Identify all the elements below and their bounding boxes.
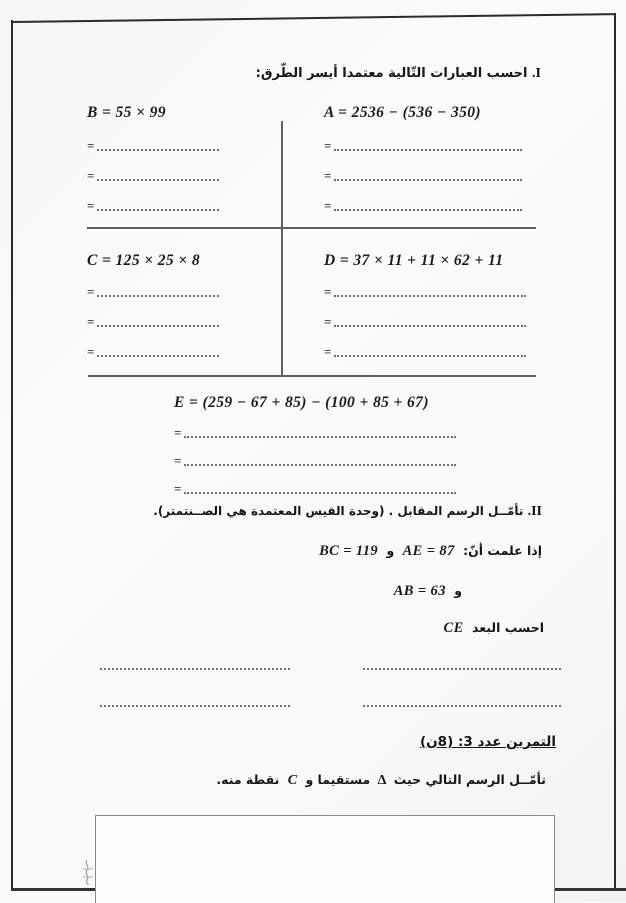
page-border-right <box>614 13 616 890</box>
expression-block-a <box>324 104 522 211</box>
grid-divider-vertical <box>281 121 283 377</box>
answer-line <box>87 168 219 181</box>
exercise1-numeral: I. <box>532 66 541 81</box>
dotted-answer-line <box>363 668 561 670</box>
dotted-answer-line <box>97 200 219 211</box>
page-border-left <box>11 20 13 890</box>
answer-line <box>324 344 526 357</box>
expression-c: C = 125 × 25 × 8 <box>87 252 200 269</box>
answer-line <box>87 314 219 327</box>
exercise2-numeral: II. <box>527 504 542 519</box>
answer-line <box>87 138 219 151</box>
expression-a: A = 2536 − (536 − 350) <box>324 104 481 121</box>
answer-line <box>324 168 522 181</box>
answer-line <box>87 344 219 357</box>
exercise1-heading-text: احسب العبارات التّالية معتمدا أيسر الطّرق: <box>255 66 528 81</box>
exercise2-intro <box>153 504 542 520</box>
point-c-symbol: C <box>287 773 298 788</box>
expression-e: E = (259 − 67 + 85) − (100 + 85 + 67) <box>174 394 429 411</box>
dotted-answer-line <box>100 705 290 707</box>
equals-sign: = <box>174 453 182 468</box>
measure-ae: AE = 87 <box>402 543 455 559</box>
dotted-answer-line <box>97 140 219 151</box>
dotted-answer-line <box>334 140 522 151</box>
conjunction-and: و <box>386 543 395 558</box>
answer-line <box>324 314 526 327</box>
exercise1-heading <box>256 66 541 82</box>
equals-sign: = <box>174 481 182 496</box>
equals-sign: = <box>324 168 332 183</box>
answer-line <box>324 138 522 151</box>
answer-line <box>324 284 526 297</box>
dotted-answer-line <box>97 170 219 181</box>
exercise3-title: التمرين عدد 3: (8ن) <box>419 734 556 750</box>
exercise3-body-lead: تأمّــل الرسم التالي حيث <box>393 772 546 787</box>
expression-b: B = 55 × 99 <box>87 104 166 121</box>
answer-line <box>324 198 522 211</box>
dotted-answer-line <box>334 200 522 211</box>
expression-d: D = 37 × 11 + 11 × 62 + 11 <box>324 252 504 269</box>
delta-line-symbol: Δ <box>377 773 387 788</box>
answer-line <box>87 284 219 297</box>
equals-sign: = <box>174 425 182 440</box>
dotted-answer-line <box>97 286 219 297</box>
measure-ab: AB = 63 <box>393 583 446 599</box>
equals-sign: = <box>324 198 332 213</box>
answer-line <box>87 198 219 211</box>
dotted-answer-line <box>184 455 456 466</box>
equals-sign: = <box>87 198 95 213</box>
segment-ce: CE <box>443 620 464 636</box>
exercise2-intro-text: تأمّــل الرسم المقابل . (وحدة القيس المعتمدة هي الصــنتمتر). <box>153 504 524 518</box>
exercise2-given-line-2 <box>390 583 462 600</box>
dotted-answer-line <box>334 346 526 357</box>
grid-divider-horizontal-1 <box>87 227 536 229</box>
equals-sign: = <box>87 168 95 183</box>
equals-sign: = <box>87 344 95 359</box>
dotted-answer-line <box>334 170 522 181</box>
conjunction-and: و <box>454 583 462 598</box>
exercise2-task-line <box>440 620 544 637</box>
exercise3-body <box>216 772 546 789</box>
expression-block-e <box>174 394 456 494</box>
answer-line <box>174 453 456 466</box>
dotted-answer-line <box>100 668 290 670</box>
equals-sign: = <box>87 284 95 299</box>
dotted-answer-line <box>363 705 561 707</box>
dotted-answer-line <box>184 427 456 438</box>
expression-block-b <box>87 104 219 211</box>
equals-sign: = <box>324 344 332 359</box>
drawing-box <box>95 815 555 903</box>
page-border-top <box>12 13 616 23</box>
equals-sign: = <box>87 314 95 329</box>
equals-sign: = <box>87 138 95 153</box>
given-label: إذا علمت أنّ: <box>463 543 542 558</box>
answer-line <box>174 481 456 494</box>
dotted-answer-line <box>334 286 526 297</box>
exercise3-body-mid: مستقيما و <box>305 772 371 787</box>
grid-divider-horizontal-2 <box>88 375 536 377</box>
expression-block-c <box>87 252 219 357</box>
equals-sign: = <box>324 284 332 299</box>
equals-sign: = <box>324 138 332 153</box>
equals-sign: = <box>324 314 332 329</box>
dotted-answer-line <box>97 346 219 357</box>
exercise3-body-tail: نقطة منه. <box>216 772 280 787</box>
exercise2-given-line <box>315 543 542 560</box>
expression-block-d <box>324 252 526 357</box>
dotted-answer-line <box>97 316 219 327</box>
dotted-answer-line <box>334 316 526 327</box>
answer-line <box>174 425 456 438</box>
measure-bc: BC = 119 <box>319 543 379 559</box>
task-label: احسب البعد <box>472 620 544 635</box>
dotted-answer-line <box>184 483 456 494</box>
stray-mark <box>80 858 96 886</box>
